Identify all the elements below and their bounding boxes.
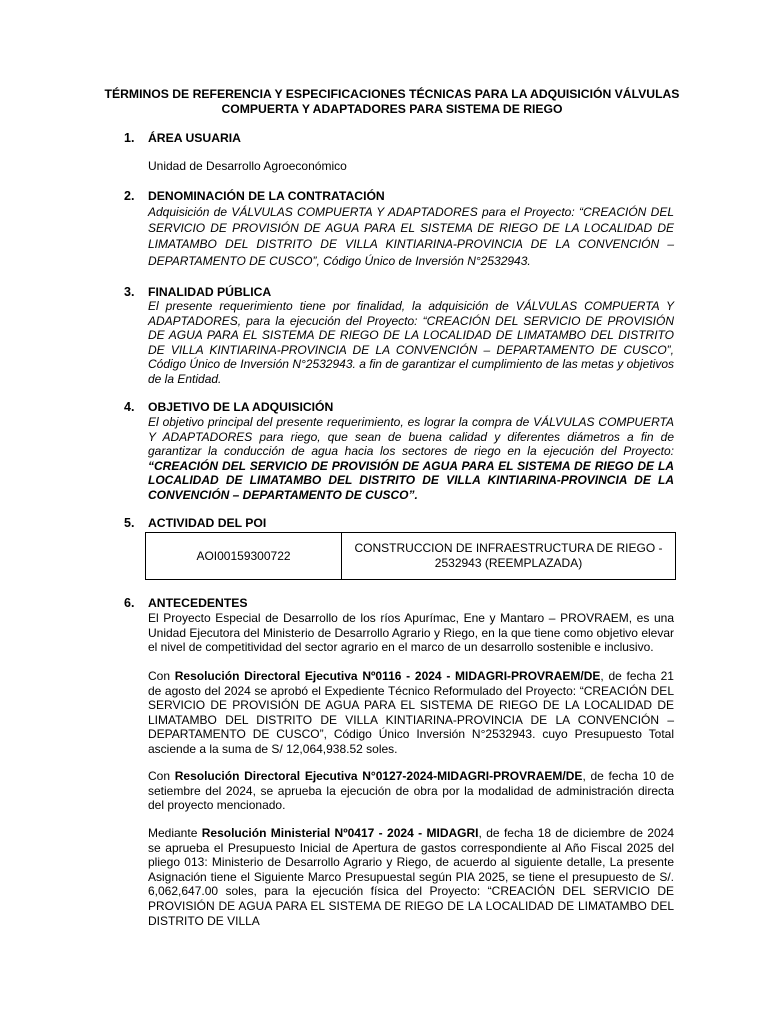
poi-table bbox=[145, 532, 676, 580]
section-heading-actividad-poi: ACTIVIDAD DEL POI bbox=[148, 516, 267, 530]
section-heading-objetivo: OBJETIVO DE LA ADQUISICIÓN bbox=[148, 400, 334, 414]
section-text-denominacion: Adquisición de VÁLVULAS COMPUERTA Y ADAPTADORES para el Proyecto: “CREACIÓN DEL SERVICIO DE PROVISIÓN DE AGUA PARA EL SISTEMA DE RIEGO DE LA LOCALIDAD DE LIMATAMBO DEL DISTRITO DE VILLA KINTIARINA-PROVINCIA DE LA CONVENCIÓN – DEPARTAMENTO DE CUSCO”, Código Único de Inversión N°2532943. bbox=[148, 205, 674, 268]
p2-pre: Con bbox=[148, 669, 175, 683]
antecedentes-paragraph-3 bbox=[148, 769, 674, 813]
section-text-objetivo bbox=[148, 415, 674, 503]
section-heading-denominacion: DENOMINACIÓN DE LA CONTRATACIÓN bbox=[148, 189, 385, 203]
section-number-2: 2. bbox=[124, 189, 135, 203]
section-heading-antecedentes: ANTECEDENTES bbox=[148, 596, 248, 610]
p4-pre: Mediante bbox=[148, 826, 202, 840]
p2-post: , de fecha 21 de agosto del 2024 se aprobó el Expediente Técnico Reformulado del Proyecto: “CREACIÓN DEL SERVICIO DE PROVISIÓN DE AGUA PARA EL SISTEMA DE RIEGO DE LA LOCALIDAD DE LIMATAMBO DEL DISTRITO DE VILLA KINTIARINA-PROVINCIA DE LA CONVENCIÓN – DEPARTAMENTO DE CUSCO”, Código Único Inversión N°2532943. cuyo Presupuesto Total asciende a la suma de S/ 12,064,938.52 soles. bbox=[148, 669, 674, 756]
section-number-1: 1. bbox=[124, 131, 135, 145]
section-heading-area-usuaria: ÁREA USUARIA bbox=[148, 131, 241, 145]
section-number-6: 6. bbox=[124, 596, 135, 610]
objetivo-text-regular: El objetivo principal del presente requerimiento, es lograr la compra de VÁLVULAS COMPUERTA Y ADAPTADORES para riego, que sean de buena calidad y diferentes diámetros a fin de garantizar la conducción de agua hacia los sectores de riego en la ejecución del Proyecto: bbox=[148, 415, 674, 459]
p2-resolution: Resolución Directoral Ejecutiva Nº0116 - 2024 - MIDAGRI-PROVRAEM/DE bbox=[174, 669, 601, 683]
p3-pre: Con bbox=[148, 769, 175, 783]
objetivo-text-bold: “CREACIÓN DEL SERVICIO DE PROVISIÓN DE AGUA PARA EL SISTEMA DE RIEGO DE LA LOCALIDAD DE LIMATAMBO DEL DISTRITO DE VILLA KINTIARINA-PROVINCIA DE LA CONVENCIÓN – DEPARTAMENTO DE CUSCO”. bbox=[148, 458, 674, 502]
table-row bbox=[146, 533, 676, 580]
p3-resolution: Resolución Directoral Ejecutiva N°0127-2024-MIDAGRI-PROVRAEM/DE bbox=[174, 769, 583, 783]
antecedentes-paragraph-4 bbox=[148, 826, 674, 928]
document-title: TÉRMINOS DE REFERENCIA Y ESPECIFICACIONES TÉCNICAS PARA LA ADQUISICIÓN VÁLVULAS COMPUERTA Y ADAPTADORES PARA SISTEMA DE RIEGO bbox=[104, 87, 680, 116]
p4-resolution: Resolución Ministerial Nº0417 - 2024 - MIDAGRI bbox=[201, 826, 479, 840]
antecedentes-paragraph-2 bbox=[148, 669, 674, 757]
section-number-5: 5. bbox=[124, 516, 135, 530]
section-text-finalidad: El presente requerimiento tiene por finalidad, la adquisición de VÁLVULAS COMPUERTA Y ADAPTADORES, para la ejecución del Proyecto: “CREACIÓN DEL SERVICIO DE PROVISIÓN DE AGUA PARA EL SISTEMA DE RIEGO DE LA LOCALIDAD DE LIMATAMBO DEL DISTRITO DE VILLA KINTIARINA-PROVINCIA DE LA CONVENCIÓN – DEPARTAMENTO DE CUSCO”, Código Único de Inversión N°2532943. a fin de garantizar el cumplimiento de las metas y objetivos de la Entidad. bbox=[148, 299, 674, 386]
antecedentes-paragraph-1: El Proyecto Especial de Desarrollo de los ríos Apurímac, Ene y Mantaro – PROVRAEM, es una Unidad Ejecutora del Ministerio de Desarrollo Agrario y Riego, en la que tiene como objetivo elevar el nivel de competitividad del sector agrario en el marco de un desarrollo sostenible e inclusivo. bbox=[148, 611, 674, 655]
section-number-4: 4. bbox=[124, 400, 135, 414]
section-heading-finalidad: FINALIDAD PÚBLICA bbox=[148, 285, 272, 299]
p4-post: , de fecha 18 de diciembre de 2024 se aprueba el Presupuesto Inicial de Apertura de gastos correspondiente al Año Fiscal 2025 del pliego 013: Ministerio de Desarrollo Agrario y Riego, de acuerdo al siguiente detalle, La presente Asignación tiene el Siguiente Marco Presupuestal según PIA 2025, se tiene el presupuesto de S/. 6,062,647.00 soles, para la ejecución física del Proyecto: “CREACIÓN DEL SERVICIO DE PROVISIÓN DE AGUA PARA EL SISTEMA DE RIEGO DE LA LOCALIDAD DE LIMATAMBO DEL DISTRITO DE VILLA bbox=[148, 826, 674, 928]
poi-description-cell: CONSTRUCCION DE INFRAESTRUCTURA DE RIEGO - 2532943 (REEMPLAZADA) bbox=[342, 533, 676, 580]
section-number-3: 3. bbox=[124, 285, 135, 299]
poi-code-cell: AOI00159300722 bbox=[146, 533, 342, 580]
p3-post: , de fecha 10 de setiembre del 2024, se aprueba la ejecución de obra por la modalidad de administración directa del proyecto mencionado. bbox=[148, 769, 674, 813]
section-text-area-usuaria: Unidad de Desarrollo Agroeconómico bbox=[148, 159, 347, 173]
